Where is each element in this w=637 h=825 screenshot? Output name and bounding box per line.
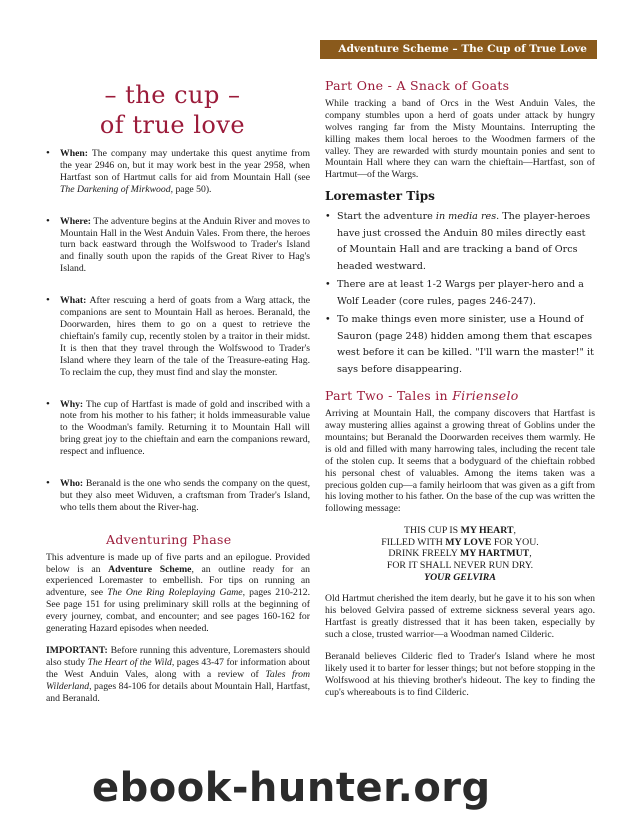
watermark: ebook-hunter.org: [92, 765, 491, 811]
bullet-when: • When: The company may undertake this quest anytime from the year 2946 on, but it may work best in the year 2958, when Hartfast son of Hartmut calls for aid from Mountain Hall (see The Darkening of Mirkwood, page 50).: [46, 148, 310, 196]
bullet-where: • Where: The adventure begins at the Anduin River and moves to Mountain Hall in the West Anduin Vales. From there, the heroes turn back eastward through the Wolfswood to Trader's Island and finally south upon the rapids of the Great River to Hag's Island.: [46, 216, 310, 276]
title-line-1: – the cup –: [104, 81, 241, 109]
adventuring-phase-heading: Adventuring Phase: [106, 531, 232, 547]
part-one-heading: Part One - A Snack of Goats: [325, 78, 510, 93]
bullet-who: • Who: Beranald is the one who sends the company on the quest, but they also meet Widuven, a craftsman from Trader's Island, who tells them about the River-hag.: [46, 478, 310, 514]
adventure-title: [40, 80, 305, 140]
part-two-paragraph-3: Beranald believes Cilderic fled to Trader's Island where he most likely used it to barter for lesser things; but not before stopping in the Wolfswood at his thieving brother's hideout. The key to finding the cup's whereabouts is to find Cilderic.: [325, 650, 595, 698]
part-two-heading: Part Two - Tales in Firienselo: [325, 388, 519, 404]
part-two-paragraph-1: Arriving at Mountain Hall, the company discovers that Hartfast is away mustering allies against a growing threat of Goblins under the mountains; but Beranald the Doorwarden receives them warmly. He is old and filled with many harrowing tales, including the recent tale of the stolen cup. It seems that a bodyguard of the chieftain robbed his personal chest of valuables. Among the items taken was a precious golden cup—a family heirloom that was given as a gift from his loving mother to his father. On the base of the cup was written the following message:: [325, 408, 595, 515]
cup-inscription: THIS CUP IS MY HEART, FILLED WITH MY LOVE FOR YOU. DRINK FREELY MY HARTMUT, FOR IT SHALL NEVER RUN DRY. YOUR GELVIRA: [381, 525, 539, 583]
left-column: [46, 148, 310, 715]
loremaster-tips-heading: Loremaster Tips: [325, 189, 435, 204]
adventuring-phase-paragraph-1: This adventure is made up of five parts and an epilogue. Provided below is an Adventure Scheme, an outline ready for an experienced Loremaster to embellish. For tips on running an adventure, see The One Ring Roleplaying Game, pages 210-212. See page 151 for using preliminary skill rolls at the beginning of every journey, combat, and encounter; and see pages 160-162 for generating Hazard episodes when needed.: [46, 551, 310, 635]
part-one-body: While tracking a band of Orcs in the West Anduin Vales, the company stumbles upon a herd of goats under attack by hungry wolves ranging far from the Misty Mountains. Interrupting the killing makes them local heroes to the Woodmen farmers of the valley. They are rewarded with sturdy mountain ponies and sent to Mountain Hall where they can warn the chieftain—Hartfast, son of Hartmut—of the Wargs.: [325, 97, 595, 181]
loremaster-tip: • Start the adventure in media res. The player-heroes have just crossed the Anduin 80 miles directly east of Mountain Hall and are tracking a band of Orcs headed westward.: [325, 209, 595, 275]
title-line-2: of true love: [99, 111, 246, 139]
bullet-why: • Why: The cup of Hartfast is made of gold and inscribed with a note from his mother to his father; it holds immeasurable value to the Woodman's family. Returning it to Mountain Hall will bring great joy to the chieftain and earn the companions reward, respect and influence.: [46, 399, 310, 459]
right-column: [325, 76, 595, 708]
part-two-paragraph-2: Old Hartmut cherished the item dearly, but he gave it to his son when his beloved Gelvira passed of extreme sickness several years ago. Hartfast is greatly distressed that it has been taken, especially by such a close, trusted warrior—a Woodman named Cilderic.: [325, 593, 595, 640]
adventuring-phase-paragraph-2: IMPORTANT: Before running this adventure, Loremasters should also study The Heart of the Wild, pages 43-47 for information about the West Anduin Vales, along with a review of Tales from Wilderland, pages 84-106 for details about Mountain Hall, Hartfast, and Beranald.: [46, 645, 311, 704]
loremaster-tip: • To make things even more sinister, use a Hound of Sauron (page 248) hidden among them that escapes west before it can be killed. "I'll warn the master!" it says before disappearing.: [325, 312, 595, 378]
bullet-what: • What: After rescuing a herd of goats from a Warg attack, the companions are sent to Mountain Hall as heroes. Beranald, the Doorwarden, hires them to go on a quest to retrieve the chieftain's family cup, recently stolen by a traitor in their midst. It is then that they travel through the Wolfswood to Trader's Island where they learn of the tale of the Treasure-eating Hag. To reclaim the cup, they must find and slay the monster.: [46, 295, 310, 378]
page-header-banner: Adventure Scheme – The Cup of True Love: [320, 40, 597, 59]
loremaster-tip: • There are at least 1-2 Wargs per player-hero and a Wolf Leader (core rules, pages 246-247).: [325, 277, 595, 310]
